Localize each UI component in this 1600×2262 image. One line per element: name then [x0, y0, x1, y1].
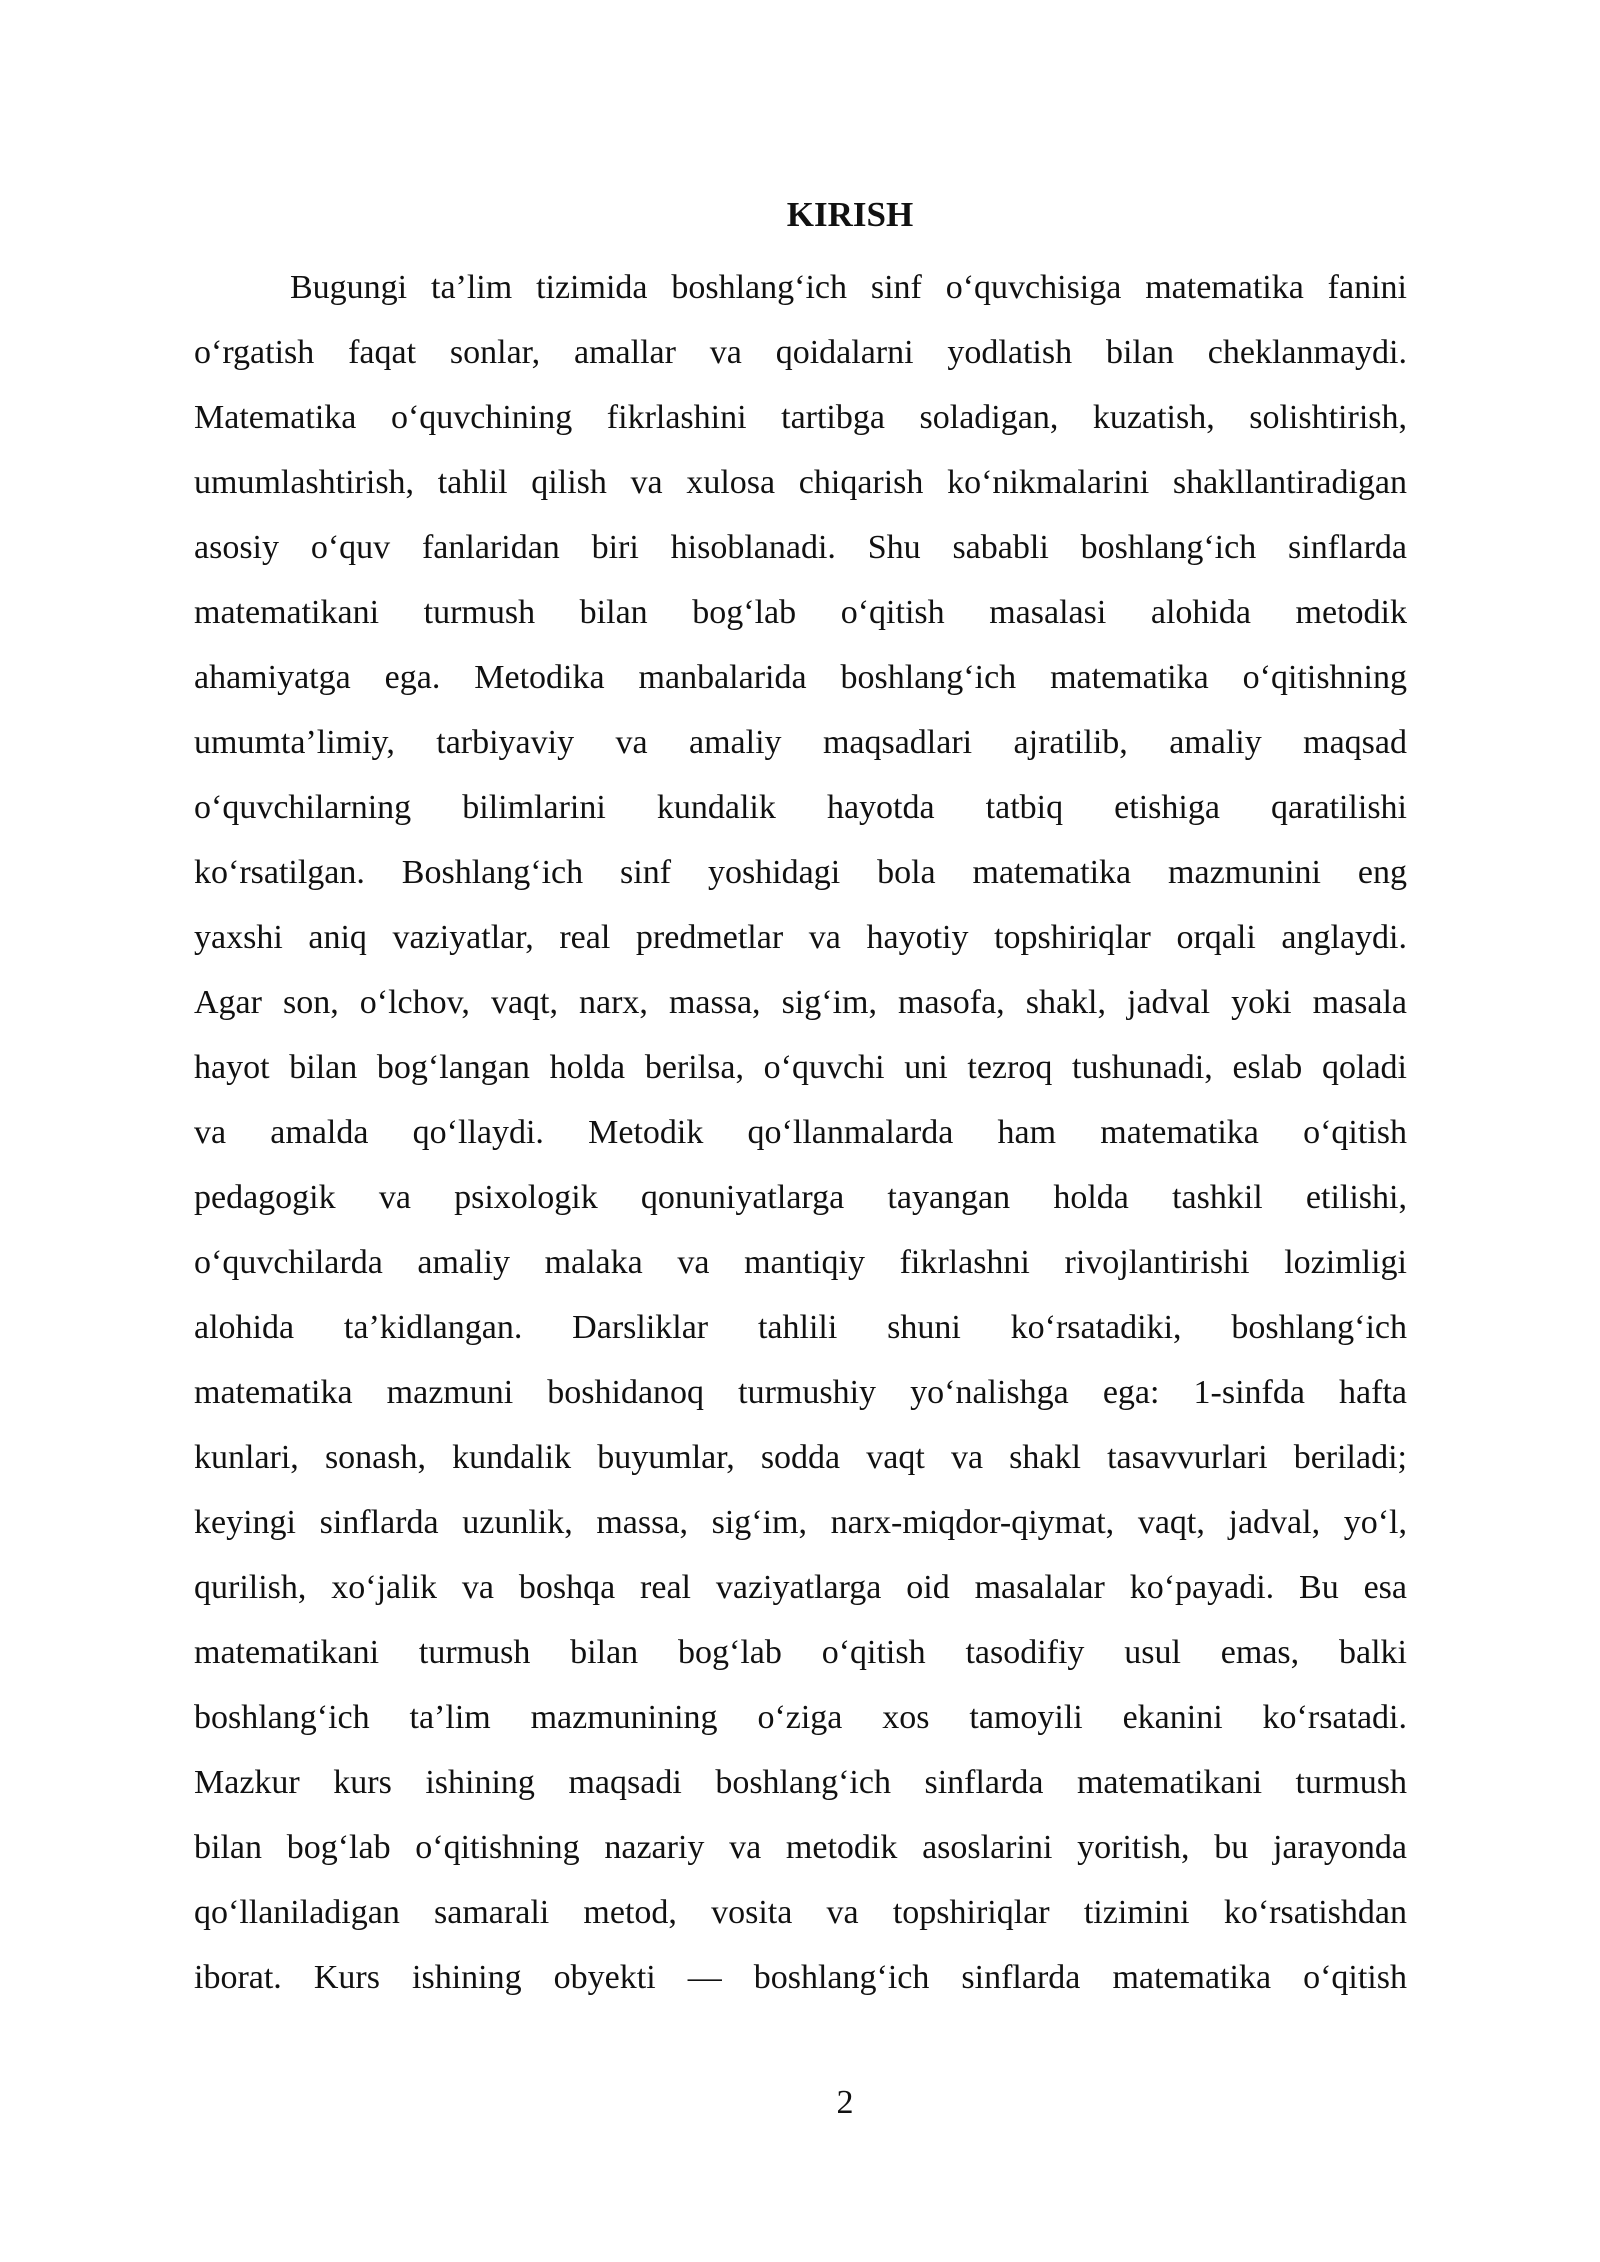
- paragraph-line: ko‘rsatilgan. Boshlang‘ich sinf yoshidagi bola matematika mazmunini eng: [194, 854, 1407, 891]
- paragraph-line: kunlari, sonash, kundalik buyumlar, sodda vaqt va shakl tasavvurlari beriladi;: [194, 1439, 1407, 1476]
- page-number: 2: [836, 2084, 854, 2121]
- paragraph-line: yaxshi aniq vaziyatlar, real predmetlar va hayotiy topshiriqlar orqali anglaydi.: [194, 919, 1407, 956]
- paragraph-line: o‘quvchilarda amaliy malaka va mantiqiy fikrlashni rivojlantirishi lozimligi: [194, 1244, 1407, 1281]
- paragraph-line: o‘quvchilarning bilimlarini kundalik hayotda tatbiq etishiga qaratilishi: [194, 789, 1407, 826]
- paragraph-line: o‘rgatish faqat sonlar, amallar va qoidalarni yodlatish bilan cheklanmaydi.: [194, 334, 1407, 371]
- paragraph-line: boshlang‘ich ta’lim mazmunining o‘ziga xos tamoyili ekanini ko‘rsatadi.: [194, 1699, 1407, 1736]
- body-paragraph: [194, 255, 1407, 2010]
- paragraph-line: va amalda qo‘llaydi. Metodik qo‘llanmalarda ham matematika o‘qitish: [194, 1114, 1407, 1151]
- paragraph-line: matematika mazmuni boshidanoq turmushiy yo‘nalishga ega: 1-sinfda hafta: [194, 1374, 1407, 1411]
- paragraph-line: bilan bog‘lab o‘qitishning nazariy va metodik asoslarini yoritish, bu jarayonda: [194, 1829, 1407, 1866]
- section-title: KIRISH: [786, 195, 914, 234]
- paragraph-line: Agar son, o‘lchov, vaqt, narx, massa, sig‘im, masofa, shakl, jadval yoki masala: [194, 984, 1407, 1021]
- paragraph-line: Matematika o‘quvchining fikrlashini tartibga soladigan, kuzatish, solishtirish,: [194, 399, 1407, 436]
- paragraph-line: qo‘llaniladigan samarali metod, vosita va topshiriqlar tizimini ko‘rsatishdan: [194, 1894, 1407, 1931]
- paragraph-line: matematikani turmush bilan bog‘lab o‘qitish masalasi alohida metodik: [194, 594, 1407, 631]
- paragraph-line: umumta’limiy, tarbiyaviy va amaliy maqsadlari ajratilib, amaliy maqsad: [194, 724, 1407, 761]
- paragraph-line: hayot bilan bog‘langan holda berilsa, o‘quvchi uni tezroq tushunadi, eslab qoladi: [194, 1049, 1407, 1086]
- paragraph-line: ahamiyatga ega. Metodika manbalarida boshlang‘ich matematika o‘qitishning: [194, 659, 1407, 696]
- paragraph-line: keyingi sinflarda uzunlik, massa, sig‘im, narx-miqdor-qiymat, vaqt, jadval, yo‘l,: [194, 1504, 1407, 1541]
- paragraph-line: umumlashtirish, tahlil qilish va xulosa chiqarish ko‘nikmalarini shakllantiradigan: [194, 464, 1407, 501]
- paragraph-line: pedagogik va psixologik qonuniyatlarga tayangan holda tashkil etilishi,: [194, 1179, 1407, 1216]
- paragraph-line: Mazkur kurs ishining maqsadi boshlang‘ich sinflarda matematikani turmush: [194, 1764, 1407, 1801]
- paragraph-line: iborat. Kurs ishining obyekti — boshlang‘ich sinflarda matematika o‘qitish: [194, 1959, 1407, 1996]
- paragraph-line: qurilish, xo‘jalik va boshqa real vaziyatlarga oid masalalar ko‘payadi. Bu esa: [194, 1569, 1407, 1606]
- paragraph-line: matematikani turmush bilan bog‘lab o‘qitish tasodifiy usul emas, balki: [194, 1634, 1407, 1671]
- paragraph-line: alohida ta’kidlangan. Darsliklar tahlili shuni ko‘rsatadiki, boshlang‘ich: [194, 1309, 1407, 1346]
- paragraph-line: asosiy o‘quv fanlaridan biri hisoblanadi. Shu sababli boshlang‘ich sinflarda: [194, 529, 1407, 566]
- paragraph-line: Bugungi ta’lim tizimida boshlang‘ich sinf o‘quvchisiga matematika fanini: [290, 269, 1407, 306]
